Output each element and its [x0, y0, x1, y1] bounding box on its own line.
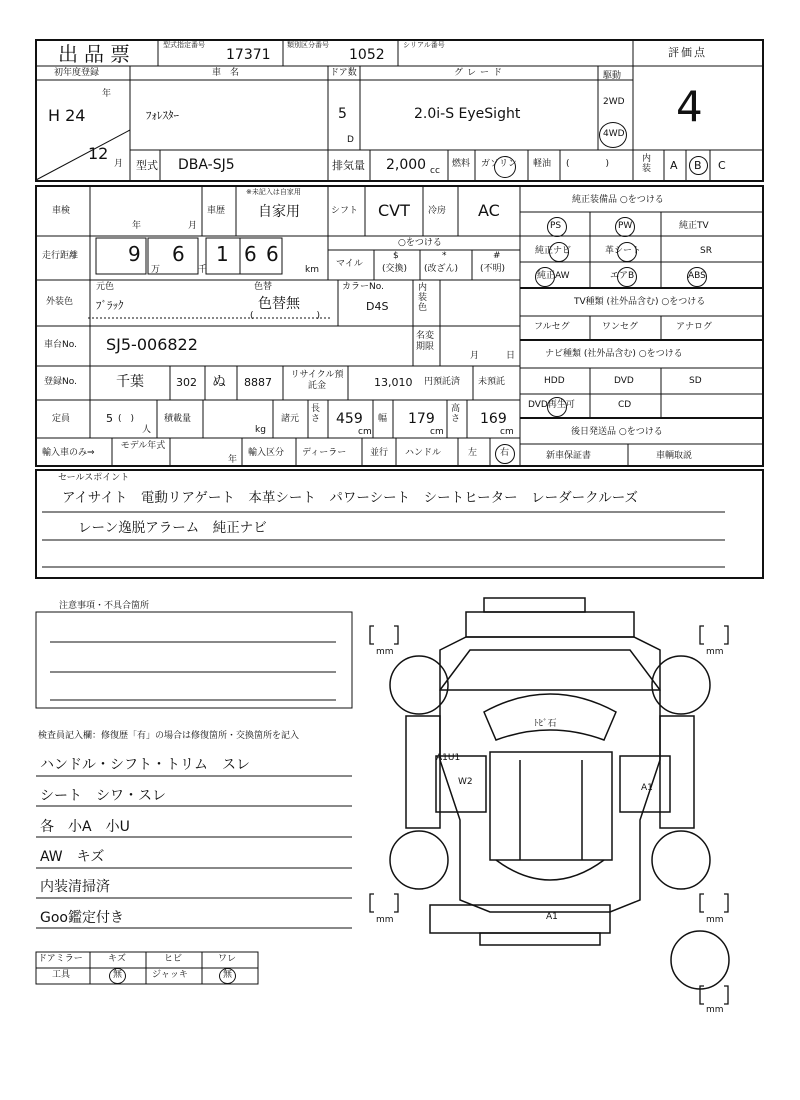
later-warranty: 新車保証書: [546, 451, 592, 461]
tv-oneseg: ワンセグ: [602, 322, 639, 332]
sales-line-2: レーン逸脱アラーム 純正ナビ: [78, 520, 267, 536]
navi-cd: CD: [618, 400, 632, 410]
sales-line-1: アイサイト 電動リアゲート 本革シート パワーシート シートヒーター レーダークルーズ: [62, 490, 639, 506]
note-line-2: シート シワ・スレ: [40, 788, 166, 804]
height-label: 高さ: [451, 404, 461, 424]
doors-label: ドア数: [330, 68, 357, 78]
mileage-digit-2: 6: [172, 242, 185, 266]
first-reg-year-unit: 年: [102, 89, 112, 99]
equip-tv: 純正TV: [679, 221, 709, 231]
grade-points: 4: [676, 82, 703, 131]
recolor-value: 色替無: [258, 296, 300, 312]
mileage-digit-1: 9: [128, 242, 141, 266]
page-title: 出品票: [58, 42, 136, 66]
history-note: ※未記入は自家用: [246, 188, 301, 196]
mileage-digit-5: 6: [266, 242, 279, 266]
car-name-label: 車 名: [212, 68, 240, 78]
category-number: 1052: [349, 47, 385, 63]
note-line-4: AW キズ: [40, 849, 105, 865]
equip-sr: SR: [700, 246, 712, 256]
navi-dvd-play: DVD再生可: [528, 400, 575, 410]
caution-label: 注意事項・不具合箇所: [56, 602, 152, 611]
length-label: 長さ: [311, 404, 321, 424]
exchange-text: (交換): [382, 264, 408, 274]
interior-b-circle: [689, 156, 708, 175]
drive-4wd: 4WD: [603, 129, 625, 139]
recycle-paid: 円預託済: [424, 377, 461, 387]
chassis-label: 車台No.: [44, 340, 77, 350]
serial-label: シリアル番号: [403, 41, 445, 49]
equip-aw-circle: [535, 267, 555, 287]
drive-label: 駆動: [603, 71, 622, 81]
equip-navi: 純正ナビ: [535, 246, 572, 256]
equip-ps: PS: [550, 221, 562, 231]
first-reg-month-unit: 月: [114, 159, 124, 169]
navi-dvd-play-circle: [547, 397, 567, 417]
legend-scratch: キズ: [108, 954, 126, 964]
mileage-label: 走行距離: [42, 251, 79, 261]
navi-dvd: DVD: [614, 376, 634, 386]
note-line-6: Goo鑑定付き: [40, 910, 124, 926]
equip-abs: ABS: [688, 271, 706, 281]
first-reg-month: 12: [88, 144, 109, 163]
unknown-text: (不明): [480, 264, 506, 274]
shift-label: シフト: [331, 206, 359, 216]
original-color-label: 元色: [96, 282, 115, 292]
mileage-sen-unit: 千: [198, 265, 208, 275]
interior-c: C: [718, 159, 726, 172]
dealer-label: ディーラー: [302, 448, 347, 458]
recycle-unpaid: 未預託: [478, 377, 506, 387]
fuel-label: 燃料: [452, 159, 471, 169]
cooler-label: 冷房: [428, 206, 447, 216]
legend-mirror: ドアミラー: [38, 954, 83, 964]
legend-break: ワレ: [218, 954, 237, 964]
fuel-value: ガソリン: [481, 159, 518, 169]
legend-tools-circle: [109, 968, 126, 984]
mm-front-left: mm: [376, 647, 394, 657]
displacement: 2,000: [386, 157, 427, 173]
import-label: 輸入車のみ⇒: [42, 448, 95, 458]
import-type-label: 輸入区分: [248, 448, 285, 458]
mm-rear-left: mm: [376, 915, 394, 925]
inspector-label: 検査員記入欄：修復歴「有」の場合は修復箇所・交換箇所を記入: [38, 731, 300, 741]
fuel-light-oil: 軽油: [533, 159, 552, 169]
equip-pw: PW: [618, 221, 633, 231]
drive-4wd-circle: [599, 122, 627, 148]
equip-ps-circle: [547, 217, 567, 237]
equipment-title: 純正装備品 ○をつける: [572, 195, 664, 205]
capacity-unit: 人: [142, 425, 152, 435]
recolor-paren: ( ): [250, 311, 321, 321]
recolor-label: 色替: [254, 282, 273, 292]
equip-abs-circle: [687, 267, 707, 287]
diagram-windshield: ﾄﾋﾞ石: [534, 719, 557, 729]
length: 459: [336, 411, 363, 427]
sales-label: セールスポイント: [58, 473, 130, 483]
tv-analog: アナログ: [676, 322, 713, 332]
navi-sd: SD: [689, 376, 702, 386]
tamper-text: (改ざん): [424, 264, 459, 274]
reg-number: 8887: [244, 376, 272, 389]
capacity-label: 定員: [52, 414, 71, 424]
grade-points-label: 評価点: [668, 46, 707, 59]
tv-fullseg: フルセグ: [534, 322, 570, 332]
cooler-value: AC: [478, 201, 500, 220]
interior-a: A: [670, 159, 678, 172]
length-unit: cm: [358, 427, 372, 437]
equip-airbag-circle: [617, 267, 637, 287]
handle-label: ハンドル: [405, 448, 442, 458]
recycle-label: リサイクル預託金: [290, 370, 344, 391]
interior-color-label: 内装色: [418, 283, 428, 313]
shift-value: CVT: [378, 201, 410, 220]
reg-no-label: 登録No.: [44, 377, 77, 387]
load-unit: kg: [255, 425, 266, 435]
handle-right-circle: [495, 444, 515, 464]
equip-pw-circle: [615, 217, 635, 237]
reg-kana: ぬ: [212, 374, 226, 390]
displacement-unit: cc: [430, 166, 440, 176]
doors-suffix: D: [347, 135, 354, 145]
tv-title: TV種類 (社外品含む) ○をつける: [574, 297, 706, 307]
load-label: 積載量: [164, 414, 192, 424]
legend-jack-value: 無: [223, 970, 233, 980]
reg-area: 千葉: [116, 374, 144, 390]
inspection-year: 年: [132, 221, 142, 231]
mm-front-right: mm: [706, 647, 724, 657]
equip-leather: 革シート: [605, 246, 642, 256]
grade-label: グレード: [454, 68, 507, 78]
mm-spare: mm: [706, 1005, 724, 1015]
capacity: 5: [106, 412, 113, 425]
legend-crack: ヒビ: [164, 954, 183, 964]
equip-aw: 純正AW: [537, 271, 570, 281]
diagram-left-w2: W2: [458, 777, 473, 787]
diagram-left-a1u1: A1U1: [436, 753, 461, 763]
navi-hdd: HDD: [544, 376, 565, 386]
mm-rear-right: mm: [706, 915, 724, 925]
note-line-3: 各 小A 小U: [40, 819, 130, 835]
note-line-5: 内装清掃済: [40, 879, 110, 895]
mileage-digit-3: 1: [216, 242, 229, 266]
first-reg-label: 初年度登録: [54, 68, 100, 78]
note-line-1: ハンドル・シフト・トリム スレ: [40, 757, 250, 773]
width-label: 幅: [378, 414, 388, 424]
category-number-label: 類別区分番号: [287, 41, 329, 49]
displacement-label: 排気量: [332, 159, 365, 172]
dims-label: 諸元: [281, 414, 300, 424]
model-type: DBA-SJ5: [178, 157, 235, 173]
handle-left: 左: [468, 448, 478, 458]
tamper-sym: *: [442, 251, 447, 261]
reg-class: 302: [176, 376, 197, 389]
height-unit: cm: [500, 427, 514, 437]
legend-jack-label: ジャッキ: [152, 970, 188, 980]
grade: 2.0i-S EyeSight: [414, 106, 521, 122]
color-no-label: カラーNo.: [342, 282, 384, 292]
recycle-amount: 13,010: [374, 376, 413, 389]
name-change-label: 名変期限: [416, 331, 435, 352]
legend-tools-value: 無: [113, 970, 123, 980]
width-unit: cm: [430, 427, 444, 437]
model-designation: 17371: [226, 47, 271, 63]
circle-note: ○をつける: [398, 238, 442, 248]
history-value: 自家用: [258, 204, 300, 220]
original-color: ﾌﾞﾗｯｸ: [96, 299, 124, 312]
interior-b: B: [694, 159, 702, 172]
capacity-paren: ( ): [118, 414, 135, 424]
doors: 5: [338, 106, 347, 122]
history-label: 車歴: [207, 206, 226, 216]
equip-navi-circle: [549, 242, 569, 262]
car-name: ﾌｫﾚｽﾀｰ: [146, 109, 179, 122]
handle-right: 右: [500, 448, 510, 458]
mileage-km-unit: km: [305, 265, 319, 275]
interior-label: 内装: [642, 154, 652, 174]
inspection-label: 車検: [52, 206, 71, 216]
later-title: 後日発送品 ○をつける: [571, 427, 663, 437]
mileage-man-unit: 万: [151, 265, 161, 275]
later-manual: 車輌取説: [656, 451, 693, 461]
navi-title: ナビ種類 (社外品含む) ○をつける: [545, 349, 683, 359]
legend-tools-label: 工具: [52, 970, 71, 980]
height: 169: [480, 411, 507, 427]
first-reg-era: H 24: [48, 106, 86, 125]
model-year-label: モデル年式: [120, 441, 166, 451]
fuel-circle: [494, 156, 516, 178]
name-change-day: 日: [506, 351, 516, 361]
diagram-right-a1: A1: [641, 783, 653, 793]
mile-label: マイル: [336, 259, 363, 269]
model-year-unit: 年: [228, 455, 238, 465]
model-designation-label: 型式指定番号: [163, 41, 205, 49]
color-label: 外装色: [46, 297, 74, 307]
name-change-month: 月: [470, 351, 480, 361]
equip-leather-circle: [617, 242, 637, 262]
legend-jack-circle: [219, 968, 236, 984]
color-no: D4S: [366, 300, 389, 313]
fuel-other: ( ): [566, 159, 610, 169]
chassis-no: SJ5-006822: [106, 335, 198, 354]
equip-airbag: エアB: [610, 271, 635, 281]
model-type-label: 型式: [136, 159, 158, 172]
unknown-sym: #: [493, 251, 501, 261]
exchange-sym: $: [393, 251, 399, 261]
diagram-rear-a1: A1: [546, 912, 558, 922]
mileage-digit-4: 6: [244, 242, 257, 266]
drive-2wd: 2WD: [603, 97, 625, 107]
width: 179: [408, 411, 435, 427]
inspection-month: 月: [188, 221, 198, 231]
parallel-label: 並行: [370, 448, 389, 458]
